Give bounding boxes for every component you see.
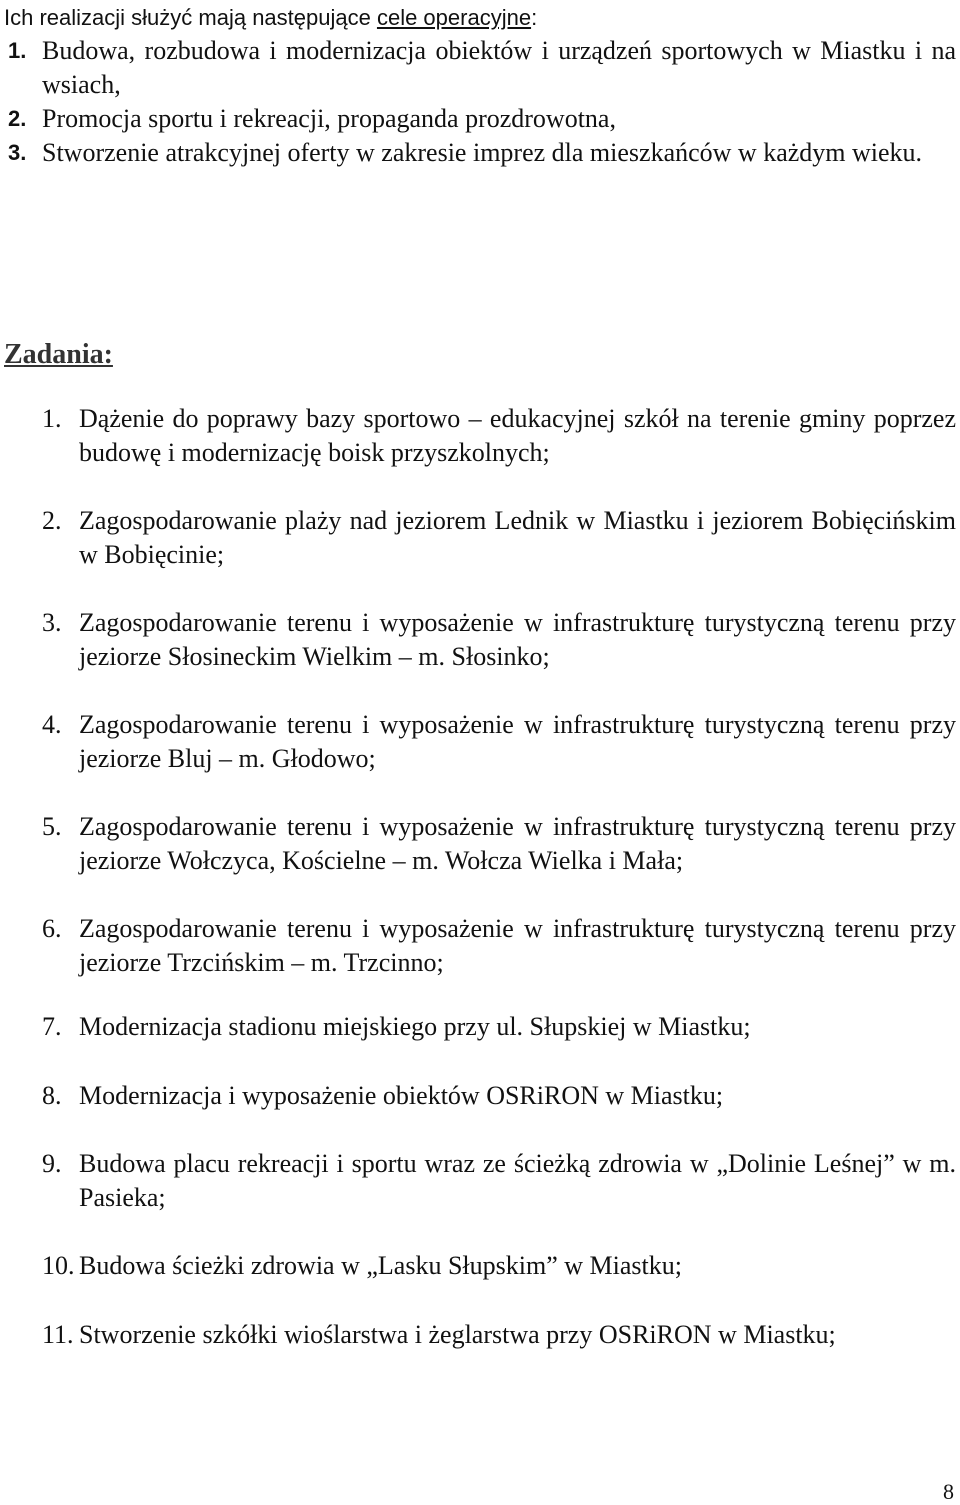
task-text: Zagospodarowanie terenu i wyposażenie w infrastrukturę turystyczną terenu przy jeziorze Bluj – m. Głodowo; — [79, 710, 956, 773]
task-text: Zagospodarowanie terenu i wyposażenie w infrastrukturę turystyczną terenu przy jeziorze Słosineckim Wielkim – m. Słosinko; — [79, 608, 956, 671]
intro-colon: : — [531, 5, 538, 30]
task-number: 4. — [42, 710, 62, 739]
task-text: Modernizacja i wyposażenie obiektów OSRiRON w Miastku; — [79, 1081, 724, 1110]
task-number: 2. — [42, 506, 62, 535]
task-item — [42, 1318, 956, 1352]
task-text: Zagospodarowanie terenu i wyposażenie w infrastrukturę turystyczną terenu przy jeziorze Trzcińskim – m. Trzcinno; — [79, 914, 956, 977]
task-text: Zagospodarowanie plaży nad jeziorem Lednik w Miastku i jeziorem Bobięcińskim w Bobięcinie; — [79, 506, 956, 569]
goal-text: Stworzenie atrakcyjnej oferty w zakresie imprez dla mieszkańców w każdym wieku. — [42, 138, 923, 167]
task-item — [42, 402, 956, 470]
task-number: 6. — [42, 914, 62, 943]
task-item — [42, 1010, 956, 1044]
goal-text: Promocja sportu i rekreacji, propaganda prozdrowotna, — [42, 104, 616, 133]
task-number: 3. — [42, 608, 62, 637]
tasks-heading: Zadania: — [4, 339, 113, 370]
task-number: 7. — [42, 1012, 62, 1041]
page-number: 8 — [943, 1479, 954, 1504]
operational-goals-list — [8, 34, 956, 170]
task-item — [42, 1147, 956, 1215]
tasks-list — [42, 402, 956, 1352]
task-item — [42, 912, 956, 980]
goal-number: 1. — [8, 38, 27, 63]
task-text: Zagospodarowanie terenu i wyposażenie w infrastrukturę turystyczną terenu przy jeziorze Wołczyca, Kościelne – m. Wołcza Wielka i Mała; — [79, 812, 956, 875]
task-item — [42, 504, 956, 572]
goal-item — [8, 34, 956, 102]
task-item — [42, 606, 956, 674]
task-number: 5. — [42, 812, 62, 841]
task-text: Dążenie do poprawy bazy sportowo – edukacyjnej szkół na terenie gminy poprzez budowę i modernizację boisk przyszkolnych; — [79, 404, 956, 467]
task-item — [42, 708, 956, 776]
task-number: 9. — [42, 1149, 62, 1178]
goal-item — [8, 102, 956, 136]
task-item — [42, 1079, 956, 1113]
intro-underlined-term: cele operacyjne — [376, 5, 532, 30]
task-number: 10. — [42, 1251, 75, 1280]
task-text: Budowa placu rekreacji i sportu wraz ze ścieżką zdrowia w „Dolinie Leśnej” w m. Pasieka; — [79, 1149, 956, 1212]
intro-paragraph — [4, 2, 537, 34]
task-number: 11. — [42, 1320, 74, 1349]
intro-text: Ich realizacji służyć mają następujące — [4, 5, 377, 30]
task-text: Budowa ścieżki zdrowia w „Lasku Słupskim” w Miastku; — [79, 1251, 682, 1280]
task-item — [42, 1249, 956, 1283]
task-text: Modernizacja stadionu miejskiego przy ul. Słupskiej w Miastku; — [79, 1012, 751, 1041]
task-text: Stworzenie szkółki wioślarstwa i żeglarstwa przy OSRiRON w Miastku; — [79, 1320, 836, 1349]
task-number: 8. — [42, 1081, 62, 1110]
goal-number: 2. — [8, 106, 27, 131]
goal-text: Budowa, rozbudowa i modernizacja obiektów i urządzeń sportowych w Miastku i na wsiach, — [42, 36, 956, 99]
task-number: 1. — [42, 404, 62, 433]
task-item — [42, 810, 956, 878]
goal-number: 3. — [8, 140, 27, 165]
goal-item — [8, 136, 956, 170]
